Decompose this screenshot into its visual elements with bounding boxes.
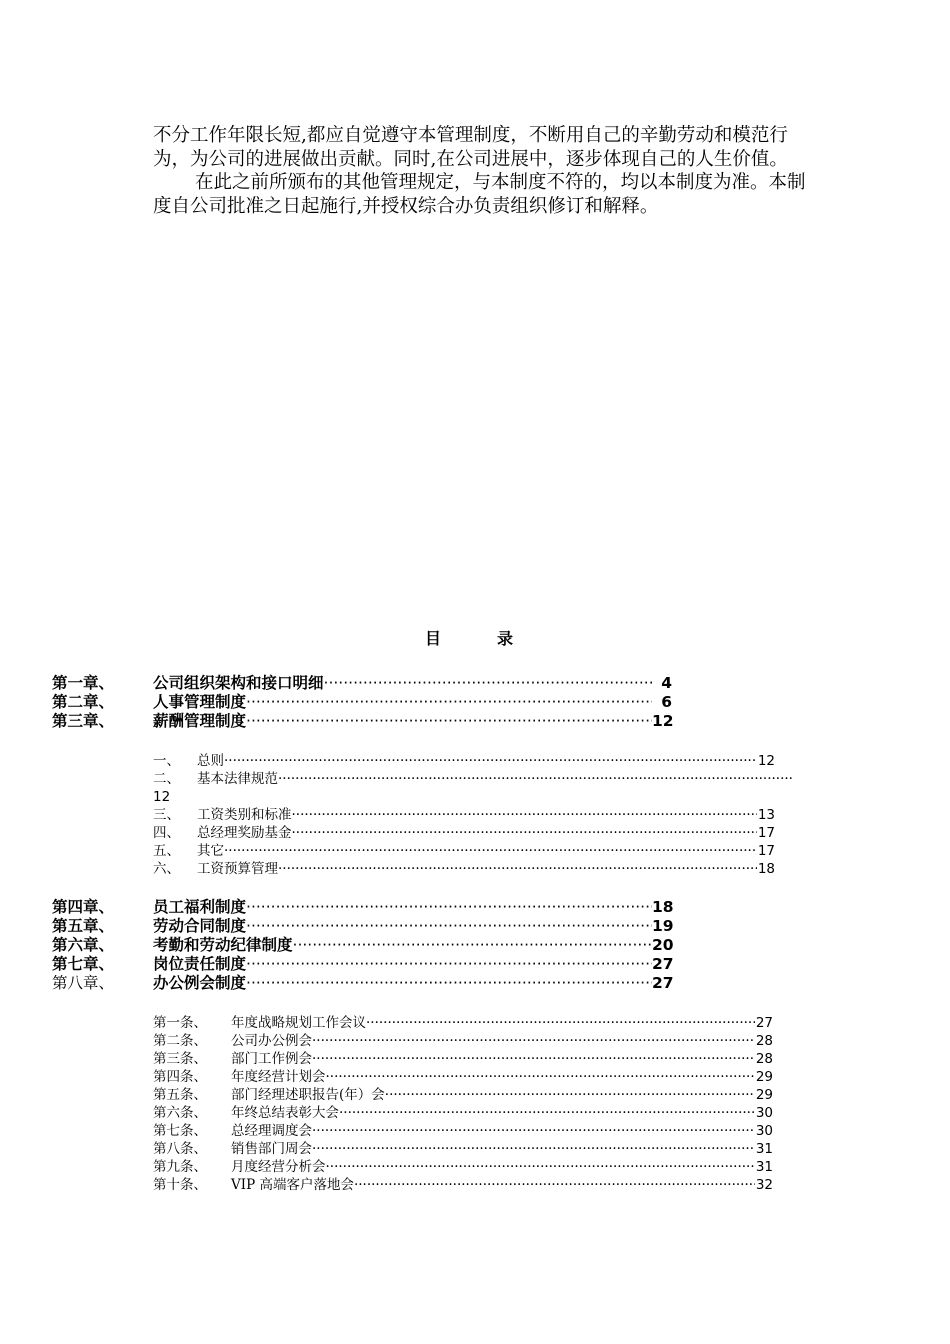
toc-chapter-row[interactable] <box>52 917 672 936</box>
article-page: 28 <box>755 1033 773 1049</box>
toc-chapters-group-2 <box>52 898 672 993</box>
article-title: 年度经营计划会 <box>231 1069 326 1085</box>
chapter-title: 岗位责任制度 <box>153 955 247 973</box>
intro-paragraph-1: 不分工作年限长短,都应自觉遵守本管理制度，不断用自己的辛勤劳动和模范行为，为公司的进展做出贡献。同时,在公司进展中，逐步体现自己的人生价值。 <box>153 125 788 170</box>
article-page: 28 <box>755 1051 773 1067</box>
leader-dots <box>246 974 652 993</box>
chapter-title: 考勤和劳动纪律制度 <box>153 936 293 954</box>
chapter-page: 6 <box>661 693 672 711</box>
section-number: 六、 <box>153 861 180 877</box>
leader-dots <box>324 674 652 693</box>
article-title: 公司办公例会 <box>231 1033 312 1049</box>
section-page: 12 <box>757 753 775 769</box>
article-title: 部门工作例会 <box>231 1051 312 1067</box>
article-number: 第四条、 <box>153 1069 207 1085</box>
chapter-number: 第六章、 <box>52 936 115 954</box>
chapter-number: 第二章、 <box>52 693 115 711</box>
chapter-number: 第八章、 <box>52 974 115 992</box>
toc-chapter-row[interactable] <box>52 955 672 974</box>
chapter-number: 第七章、 <box>52 955 115 973</box>
toc-heading-left: 目 <box>425 629 442 648</box>
article-number: 第九条、 <box>153 1159 207 1175</box>
article-title: 部门经理述职报告(年）会 <box>231 1087 385 1103</box>
leader-dots <box>246 917 652 936</box>
leader-dots <box>312 1140 755 1158</box>
section-title: 基本法律规范 <box>197 771 278 787</box>
chapter-page: 27 <box>652 974 674 992</box>
toc-section-row[interactable] <box>153 860 775 878</box>
leader-dots <box>278 860 757 878</box>
chapter-number: 第三章、 <box>52 712 115 730</box>
article-page: 31 <box>755 1159 773 1175</box>
article-number: 第八条、 <box>153 1141 207 1157</box>
article-page: 31 <box>755 1141 773 1157</box>
chapter-page: 4 <box>661 674 672 692</box>
leader-dots <box>312 1122 755 1140</box>
article-page: 32 <box>755 1177 773 1193</box>
article-page: 29 <box>755 1069 773 1085</box>
article-title: 月度经营分析会 <box>231 1159 326 1175</box>
article-page: 30 <box>755 1123 773 1139</box>
leader-dots <box>385 1086 755 1104</box>
chapter-title: 办公例会制度 <box>153 974 247 992</box>
chapter-title: 人事管理制度 <box>153 693 247 711</box>
toc-chapter-row[interactable] <box>52 674 672 693</box>
toc-chapter-row[interactable] <box>52 936 672 955</box>
leader-dots <box>224 842 757 860</box>
leader-dots <box>312 1032 755 1050</box>
toc-chapter-row[interactable] <box>52 974 672 993</box>
leader-dots <box>366 1014 755 1032</box>
toc-article-row[interactable] <box>153 1122 773 1140</box>
leader-dots <box>246 955 652 974</box>
toc-article-row[interactable] <box>153 1176 773 1194</box>
toc-heading <box>425 626 513 649</box>
toc-section-row[interactable] <box>153 752 775 770</box>
chapter-title: 劳动合同制度 <box>153 917 247 935</box>
toc-article-row[interactable] <box>153 1014 773 1032</box>
article-title: 总经理调度会 <box>231 1123 312 1139</box>
article-page: 29 <box>755 1087 773 1103</box>
toc-chapter-row[interactable] <box>52 898 672 917</box>
toc-article-row[interactable] <box>153 1050 773 1068</box>
section-number: 三、 <box>153 807 180 823</box>
toc-article-row[interactable] <box>153 1032 773 1050</box>
article-page: 27 <box>755 1015 773 1031</box>
chapter-page: 18 <box>652 898 674 916</box>
chapter-page: 12 <box>652 712 674 730</box>
chapter-number: 第一章、 <box>52 674 115 692</box>
toc-section-row[interactable] <box>153 770 775 806</box>
article-title: 销售部门周会 <box>231 1141 312 1157</box>
article-title: VIP 高端客户落地会 <box>231 1177 354 1193</box>
chapter-number: 第四章、 <box>52 898 115 916</box>
leader-dots <box>293 936 652 955</box>
chapter-number: 第五章、 <box>52 917 115 935</box>
section-title: 工资类别和标准 <box>197 807 292 823</box>
toc-article-row[interactable] <box>153 1068 773 1086</box>
article-number: 第七条、 <box>153 1123 207 1139</box>
section-title: 总经理奖励基金 <box>197 825 292 841</box>
section-title: 总则 <box>197 753 224 769</box>
toc-article-row[interactable] <box>153 1140 773 1158</box>
chapter-page: 19 <box>652 917 674 935</box>
article-title: 年终总结表彰大会 <box>231 1105 339 1121</box>
leader-dots <box>326 1158 756 1176</box>
toc-section-row[interactable] <box>153 842 775 860</box>
chapter-page: 20 <box>652 936 674 954</box>
toc-section-row[interactable] <box>153 806 775 824</box>
section-title: 工资预算管理 <box>197 861 278 877</box>
toc-heading-right: 录 <box>497 629 514 648</box>
intro-text <box>153 124 813 218</box>
article-title: 年度战略规划工作会议 <box>231 1015 366 1031</box>
article-number: 第五条、 <box>153 1087 207 1103</box>
toc-sections <box>153 752 775 878</box>
leader-dots <box>292 806 758 824</box>
section-number: 二、 <box>153 771 180 787</box>
leader-dots <box>246 712 652 731</box>
section-page: 17 <box>757 825 775 841</box>
leader-dots <box>278 770 793 788</box>
article-number: 第六条、 <box>153 1105 207 1121</box>
chapter-title: 员工福利制度 <box>153 898 247 916</box>
toc-article-row[interactable] <box>153 1104 773 1122</box>
chapter-title: 公司组织架构和接口明细 <box>153 674 324 692</box>
leader-dots <box>326 1068 756 1086</box>
leader-dots <box>312 1050 755 1068</box>
article-number: 第一条、 <box>153 1015 207 1031</box>
section-page: 13 <box>757 807 775 823</box>
leader-dots <box>224 752 757 770</box>
section-number: 一、 <box>153 753 180 769</box>
article-page: 30 <box>755 1105 773 1121</box>
toc-chapter-row[interactable] <box>52 712 672 731</box>
article-number: 第十条、 <box>153 1177 207 1193</box>
leader-dots <box>246 693 652 712</box>
chapter-page: 27 <box>652 955 674 973</box>
chapter-title: 薪酬管理制度 <box>153 712 247 730</box>
article-number: 第三条、 <box>153 1051 207 1067</box>
toc-section-row[interactable] <box>153 824 775 842</box>
leader-dots <box>246 898 652 917</box>
section-page: 17 <box>757 843 775 859</box>
toc-chapters-group-1 <box>52 674 672 731</box>
article-number: 第二条、 <box>153 1033 207 1049</box>
section-page: 18 <box>757 861 775 877</box>
leader-dots <box>354 1176 755 1194</box>
intro-paragraph-2: 在此之前所颁布的其他管理规定，与本制度不符的，均以本制度为准。本制度自公司批准之日起施行,并授权综合办负责组织修订和解释。 <box>153 172 806 217</box>
leader-dots <box>292 824 758 842</box>
section-page: 12 <box>153 789 171 805</box>
section-number: 四、 <box>153 825 180 841</box>
section-number: 五、 <box>153 843 180 859</box>
toc-article-row[interactable] <box>153 1086 773 1104</box>
section-title: 其它 <box>197 843 224 859</box>
toc-chapter-row[interactable] <box>52 693 672 712</box>
leader-dots <box>339 1104 755 1122</box>
toc-articles <box>153 1014 773 1194</box>
toc-article-row[interactable] <box>153 1158 773 1176</box>
